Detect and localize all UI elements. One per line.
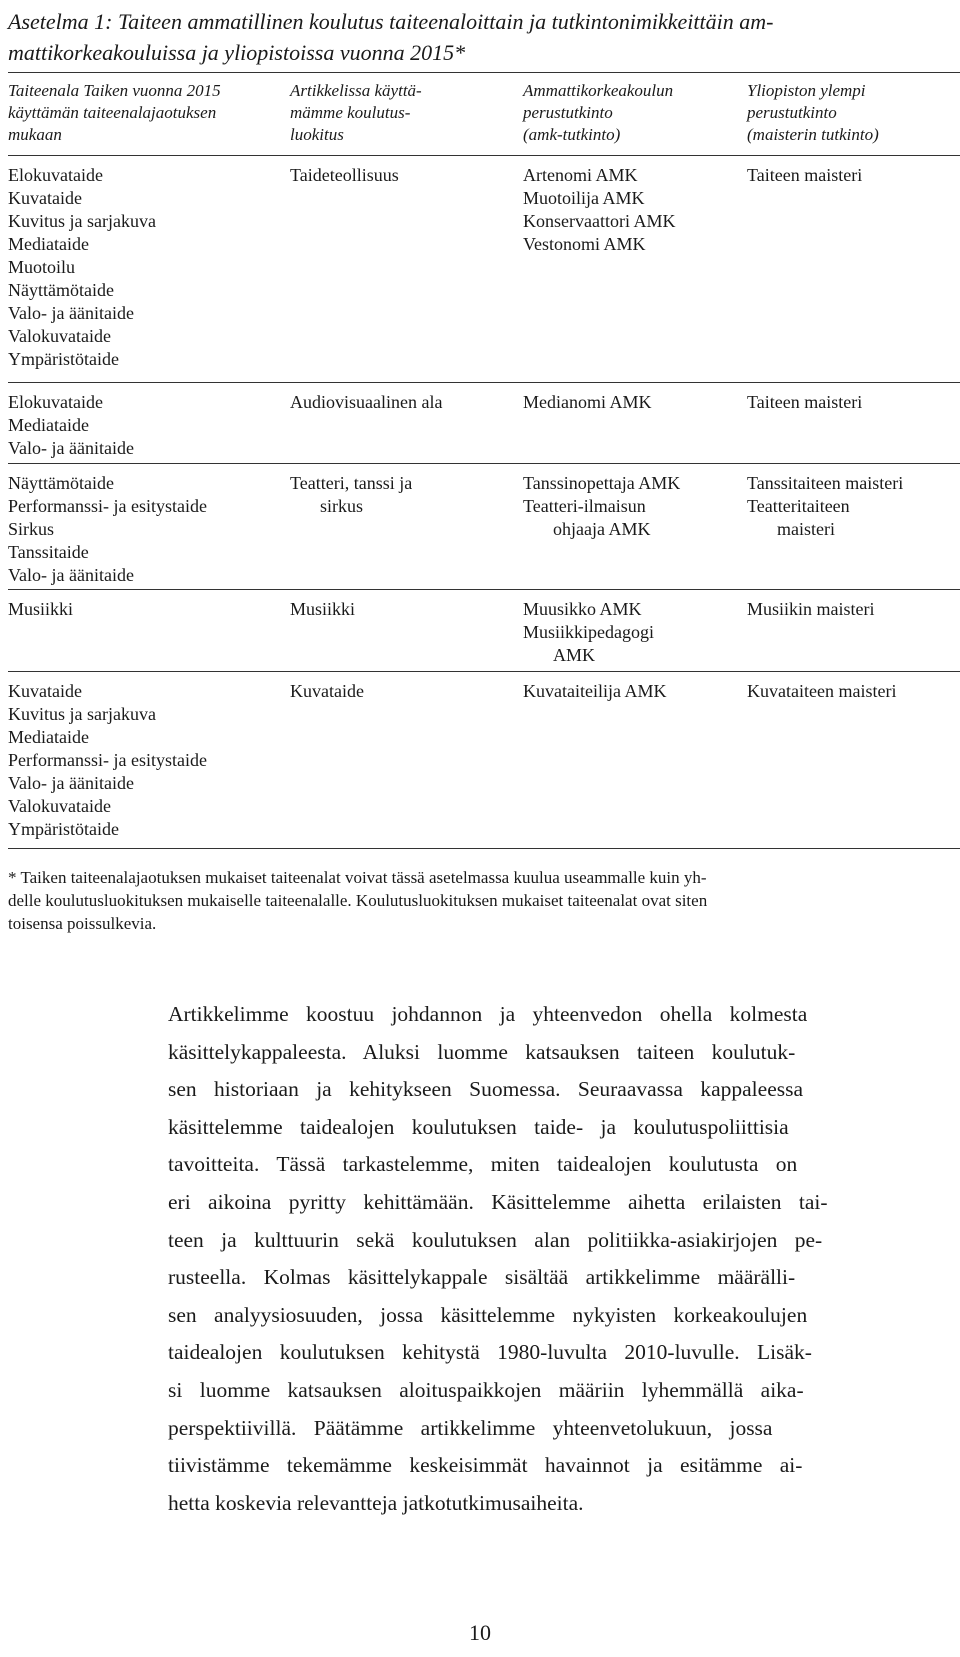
header-text: käyttämän taiteenalajaotuksen [8, 103, 217, 122]
paragraph-line: käsittelykappaleesta. Aluksi luomme katsauksen taiteen koulutuk- [168, 1039, 796, 1064]
paragraph-line: tavoitteita. Tässä tarkastelemme, miten taidealojen koulutusta on [168, 1152, 798, 1177]
classification-item: Musiikki [290, 599, 356, 619]
arts-item: Ympäristötaide [8, 349, 119, 369]
amk-item: Muusikko AMK [523, 599, 642, 619]
arts-item: Musiikki [8, 599, 74, 619]
master-item: Teatteritaiteen [747, 496, 850, 516]
classification-cell [290, 680, 500, 703]
paragraph-line: taidealojen koulutuksen kehitystä 1980-luvulta 2010-luvulle. Lisäk- [168, 1340, 812, 1365]
table-row [8, 156, 960, 383]
master-cell [747, 680, 957, 703]
classification-cell [290, 164, 500, 187]
arts-item: Näyttämötaide [8, 280, 114, 300]
arts-cell [8, 598, 278, 621]
master-cell [747, 391, 957, 414]
table-header-row [8, 72, 960, 156]
header-cell-classification [290, 80, 500, 146]
footnote-line: toisensa poissulkevia. [8, 914, 157, 933]
arts-item: Kuvataide [8, 681, 82, 701]
amk-item: Kuvataiteilija AMK [523, 681, 667, 701]
arts-item: Valokuvataide [8, 326, 111, 346]
paragraph-line: rusteella. Kolmas käsittelykappale sisältää artikkelimme määrälli- [168, 1265, 796, 1290]
header-text: perustutkinto [523, 103, 613, 122]
arts-item: Elokuvataide [8, 165, 103, 185]
arts-item: Mediataide [8, 727, 89, 747]
arts-education-table [8, 72, 960, 849]
paragraph-line: si luomme katsauksen aloituspaikkojen määriin lyhemmällä aika- [168, 1377, 804, 1402]
arts-item: Elokuvataide [8, 392, 103, 412]
table-row [8, 383, 960, 464]
classification-item: Taideteollisuus [290, 165, 399, 185]
master-item: maisteri [777, 519, 835, 539]
header-text: mukaan [8, 125, 62, 144]
amk-item: AMK [553, 645, 596, 665]
amk-item: Konservaattori AMK [523, 211, 676, 231]
arts-item: Performanssi- ja esitystaide [8, 496, 207, 516]
paragraph-line: sen analyysiosuuden, jossa käsittelemme nykyisten korkeakoulujen [168, 1302, 808, 1327]
arts-item: Valo- ja äänitaide [8, 773, 134, 793]
header-cell-master-degree [747, 80, 957, 146]
amk-item: Musiikkipedagogi [523, 622, 654, 642]
header-text: luokitus [290, 125, 344, 144]
amk-item: Tanssinopettaja AMK [523, 473, 681, 493]
classification-cell [290, 598, 500, 621]
arts-item: Kuvitus ja sarjakuva [8, 211, 156, 231]
table-row [8, 672, 960, 849]
footnote-line: delle koulutusluokituksen mukaiselle taiteenalalle. Koulutusluokituksen mukaiset taiteenalat ovat siten [8, 891, 708, 910]
arts-item: Kuvitus ja sarjakuva [8, 704, 156, 724]
paragraph-line: käsittelemme taidealojen koulutuksen taide- ja koulutuspoliittisia [168, 1114, 789, 1139]
arts-item: Näyttämötaide [8, 473, 114, 493]
amk-item: Medianomi AMK [523, 392, 652, 412]
caption-line: Asetelma 1: Taiteen ammatillinen koulutus taiteenaloittain ja tutkintonimikkeittäin am- [8, 9, 774, 34]
header-text: (maisterin tutkinto) [747, 125, 879, 144]
amk-cell [523, 391, 733, 414]
header-cell-amk-degree [523, 80, 733, 146]
arts-item: Valokuvataide [8, 796, 111, 816]
arts-cell [8, 680, 278, 841]
amk-item: Teatteri-ilmaisun [523, 496, 646, 516]
arts-cell [8, 164, 278, 371]
paragraph-line: eri aikoina pyritty kehittämään. Käsittelemme aihetta erilaisten tai- [168, 1189, 828, 1214]
master-cell [747, 164, 957, 187]
amk-item: Artenomi AMK [523, 165, 638, 185]
master-item: Taiteen maisteri [747, 165, 863, 185]
master-item: Kuvataiteen maisteri [747, 681, 897, 701]
paragraph-line: perspektiivillä. Päätämme artikkelimme yhteenvetolukuun, jossa [168, 1415, 773, 1440]
footnote-line: * Taiken taiteenalajaotuksen mukaiset taiteenalat voivat tässä asetelmassa kuulua useammalle kuin yh- [8, 868, 707, 887]
paragraph-line: Artikkelimme koostuu johdannon ja yhteenvedon ohella kolmesta [168, 1002, 808, 1026]
amk-cell [523, 164, 733, 256]
header-text: Artikkelissa käyttä- [290, 81, 422, 100]
master-cell [747, 472, 957, 541]
arts-item: Sirkus [8, 519, 55, 539]
table-row [8, 590, 960, 672]
arts-item: Ympäristötaide [8, 819, 119, 839]
table-caption [8, 6, 948, 68]
arts-cell [8, 391, 278, 460]
arts-item: Valo- ja äänitaide [8, 438, 134, 458]
classification-item: Kuvataide [290, 681, 364, 701]
arts-item: Valo- ja äänitaide [8, 303, 134, 323]
page-number: 10 [469, 1620, 491, 1645]
header-text: Yliopiston ylempi [747, 81, 866, 100]
amk-item: ohjaaja AMK [553, 519, 651, 539]
amk-cell [523, 680, 733, 703]
paragraph-line: sen historiaan ja kehitykseen Suomessa. Seuraavassa kappaleessa [168, 1077, 804, 1102]
classification-item: sirkus [320, 496, 364, 516]
arts-item: Kuvataide [8, 188, 82, 208]
header-cell-arts-field [8, 80, 278, 146]
classification-cell [290, 391, 500, 414]
header-text: (amk-tutkinto) [523, 125, 621, 144]
amk-cell [523, 472, 733, 541]
arts-item: Muotoilu [8, 257, 76, 277]
header-text: Ammattikorkeakoulun [523, 81, 674, 100]
master-item: Musiikin maisteri [747, 599, 875, 619]
master-item: Taiteen maisteri [747, 392, 863, 412]
amk-item: Vestonomi AMK [523, 234, 646, 254]
table-row [8, 464, 960, 590]
header-text: perustutkinto [747, 103, 837, 122]
amk-item: Muotoilija AMK [523, 188, 645, 208]
classification-cell [290, 472, 500, 518]
amk-cell [523, 598, 733, 667]
classification-item: Teatteri, tanssi ja [290, 473, 413, 493]
paragraph-line: hetta koskevia relevantteja jatkotutkimusaiheita. [168, 1490, 584, 1515]
classification-item: Audiovisuaalinen ala [290, 392, 443, 412]
arts-item: Tanssitaide [8, 542, 89, 562]
paragraph-line: teen ja kulttuurin sekä koulutuksen alan politiikka-asiakirjojen pe- [168, 1227, 823, 1252]
header-text: Taiteenala Taiken vuonna 2015 [8, 81, 221, 100]
paragraph-line: tiivistämme tekemämme keskeisimmät havainnot ja esitämme ai- [168, 1453, 803, 1478]
arts-item: Performanssi- ja esitystaide [8, 750, 207, 770]
arts-cell [8, 472, 278, 587]
body-paragraph [168, 996, 958, 1522]
table-footnote [8, 866, 952, 935]
arts-item: Mediataide [8, 415, 89, 435]
arts-item: Mediataide [8, 234, 89, 254]
master-item: Tanssitaiteen maisteri [747, 473, 904, 493]
header-text: mämme koulutus- [290, 103, 411, 122]
master-cell [747, 598, 957, 621]
arts-item: Valo- ja äänitaide [8, 565, 134, 585]
caption-line: mattikorkeakouluissa ja yliopistoissa vuonna 2015* [8, 40, 466, 65]
